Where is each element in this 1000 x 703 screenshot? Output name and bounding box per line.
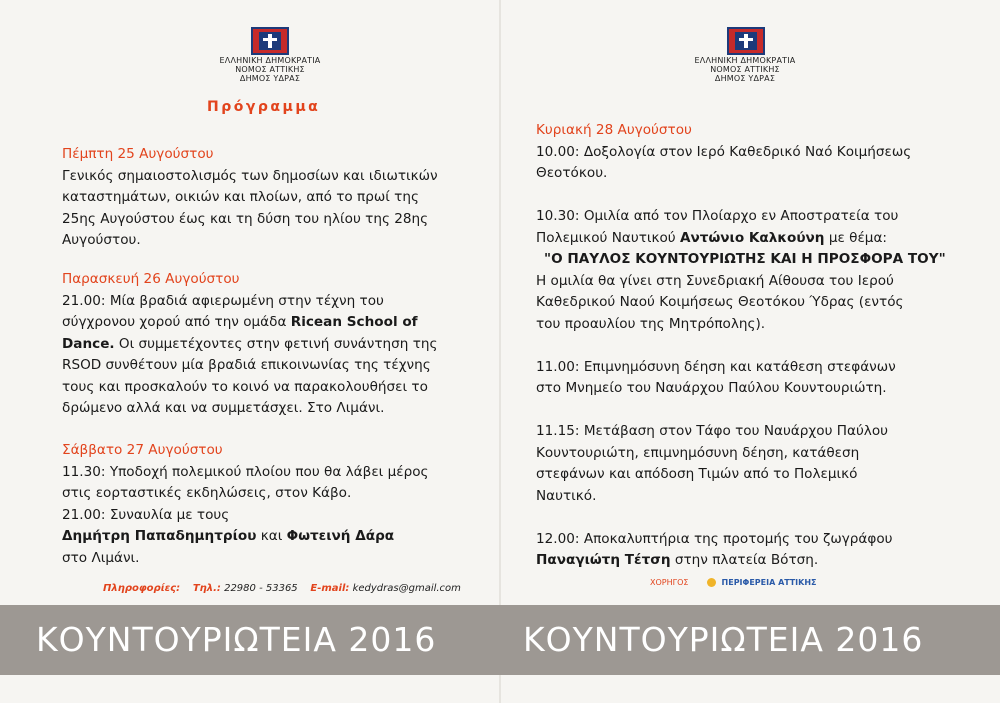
performer-name: Δημήτρη Παπαδημητρίου [62,528,257,544]
text-line: Η ομιλία θα γίνει στη Συνεδριακή Αίθουσα του Ιερού [536,272,894,289]
text-line: στεφάνων και απόδοση Τιμών από το Πολεμικό [536,466,858,482]
text-line [62,334,474,356]
group-name: Dance. [62,335,115,352]
header-line-1: ΕΛΛΗΝΙΚΗ ΔΗΜΟΚΡΑΤΙΑ [694,56,796,65]
text-line [536,550,956,572]
text-line: στο Λιμάνι. [62,549,140,566]
day-block-sunday [536,120,956,572]
municipality-emblem-icon [727,27,765,55]
banner-title-right: ΚΟΥΝΤΟΥΡΙΩΤΕΙΑ 2016 [523,620,924,659]
day-block-saturday [62,440,474,569]
text-span: Οι συμμετέχοντες στην φετινή συνάντηση της [114,335,438,352]
phone-label: Τηλ.: [192,583,221,594]
text-line: 11.15: Μετάβαση στον Τάφο του Ναυάρχου Παύλου [536,423,889,439]
text-line: Γενικός σημαιοστολισμός των δημοσίων και ιδιωτικών [62,167,438,184]
text-span: στην πλατεία Βότση. [670,552,819,568]
text-line: Θεοτόκου. [536,165,608,181]
text-line: 21.00: Μία βραδιά αφιερωμένη στην τέχνη του [62,292,384,309]
text-line: Ναυτικό. [536,487,597,504]
text-line: 10.00: Δοξολογία στον Ιερό Καθεδρικό Ναό Κοιμήσεως [536,143,912,160]
phone-number: 22980 - 53365 [224,583,298,594]
text-line: δρώμενο αλλά και να συμμετάσχει. Στο Λιμάνι. [62,400,385,416]
day-heading: Πέμπτη 25 Αυγούστου [62,146,214,162]
municipality-emblem-icon [251,27,289,55]
text-line: 10.30: Ομιλία από τον Πλοίαρχο εν Αποστρατεία του [536,208,899,224]
day-block-friday [62,269,474,420]
email-address: kedydras@gmail.com [352,583,461,594]
sponsors [650,578,817,587]
left-header-text [215,56,325,83]
text-line: στις εορταστικές εκδηλώσεις, στον Κάβο. [62,485,352,501]
info-label: Πληροφορίες: [103,583,181,594]
region-logo-icon [707,578,716,587]
text-line: καταστημάτων, οικιών και πλοίων, από το πρωί της [62,189,419,205]
sponsor-label: ΧΟΡΗΓΟΣ [650,578,689,587]
text-span: και [256,528,287,544]
day-heading: Σάββατο 27 Αυγούστου [62,442,223,458]
day-heading: Κυριακή 28 Αυγούστου [536,122,692,138]
artist-name: Παναγιώτη Τέτση [536,552,671,568]
header-line-2: ΝΟΜΟΣ ΑΤΤΙΚΗΣ [710,65,780,74]
header-line-3: ΔΗΜΟΣ ΥΔΡΑΣ [714,74,776,83]
header-line-2: ΝΟΜΟΣ ΑΤΤΙΚΗΣ [235,65,305,74]
day-heading: Παρασκευή 26 Αυγούστου [62,271,240,287]
page-fold [499,0,501,703]
text-line [62,526,474,548]
text-span: σύγχρονου χορού από την ομάδα [62,314,291,330]
sponsor-name: ΠΕΡΙΦΕΡΕΙΑ ΑΤΤΙΚΗΣ [721,578,817,587]
text-line [62,312,474,334]
text-line: RSOD συνθέτουν μία βραδιά επικοινωνίας της τέχνης [62,357,431,373]
text-line: τους και προσκαλούν το κοινό να παρακολουθήσει το [62,378,428,395]
text-line: 25ης Αυγούστου έως και τη δύση του ηλίου της 28ης [62,210,429,227]
text-line: στο Μνημείο του Ναυάρχου Παύλου Κουντουριώτη. [536,380,887,396]
right-header-text [690,56,800,83]
header-line-3: ΔΗΜΟΣ ΥΔΡΑΣ [239,74,301,83]
text-line: Καθεδρικού Ναού Κοιμήσεως Θεοτόκου Ύδρας (εντός [536,294,904,310]
email-label: E-mail: [310,583,350,594]
text-line: 12.00: Αποκαλυπτήρια της προτομής του ζωγράφου [536,530,893,547]
text-line: 21.00: Συναυλία με τους [62,506,230,523]
text-line: Κουντουριώτη, επιμνημόσυνη δέηση, κατάθεση [536,444,860,461]
day-block-thursday [62,144,474,252]
speaker-name: Αντώνιο Καλκούνη [680,229,825,246]
banner-title-left: ΚΟΥΝΤΟΥΡΙΩΤΕΙΑ 2016 [36,620,437,659]
text-span: Πολεμικού Ναυτικού [536,229,680,246]
text-line: 11.00: Επιμνημόσυνη δέηση και κατάθεση στεφάνων [536,358,896,375]
speech-title: "Ο ΠΑΥΛΟΣ ΚΟΥΝΤΟΥΡΙΩΤΗΣ ΚΑΙ Η ΠΡΟΣΦΟΡΑ ΤΟΥ" [544,251,946,267]
performer-name: Φωτεινή Δάρα [286,528,395,544]
contact-info [103,583,461,594]
text-span: με θέμα: [824,229,887,246]
group-name: Ricean School of [290,314,418,330]
program-title: Πρόγραμμα [207,99,321,115]
text-line: Αυγούστου. [62,232,141,248]
header-line-1: ΕΛΛΗΝΙΚΗ ΔΗΜΟΚΡΑΤΙΑ [219,56,321,65]
text-line [536,228,956,250]
text-line: του προαυλίου της Μητρόπολης). [536,315,766,332]
text-line: 11.30: Υποδοχή πολεμικού πλοίου που θα λάβει μέρος [62,463,429,480]
